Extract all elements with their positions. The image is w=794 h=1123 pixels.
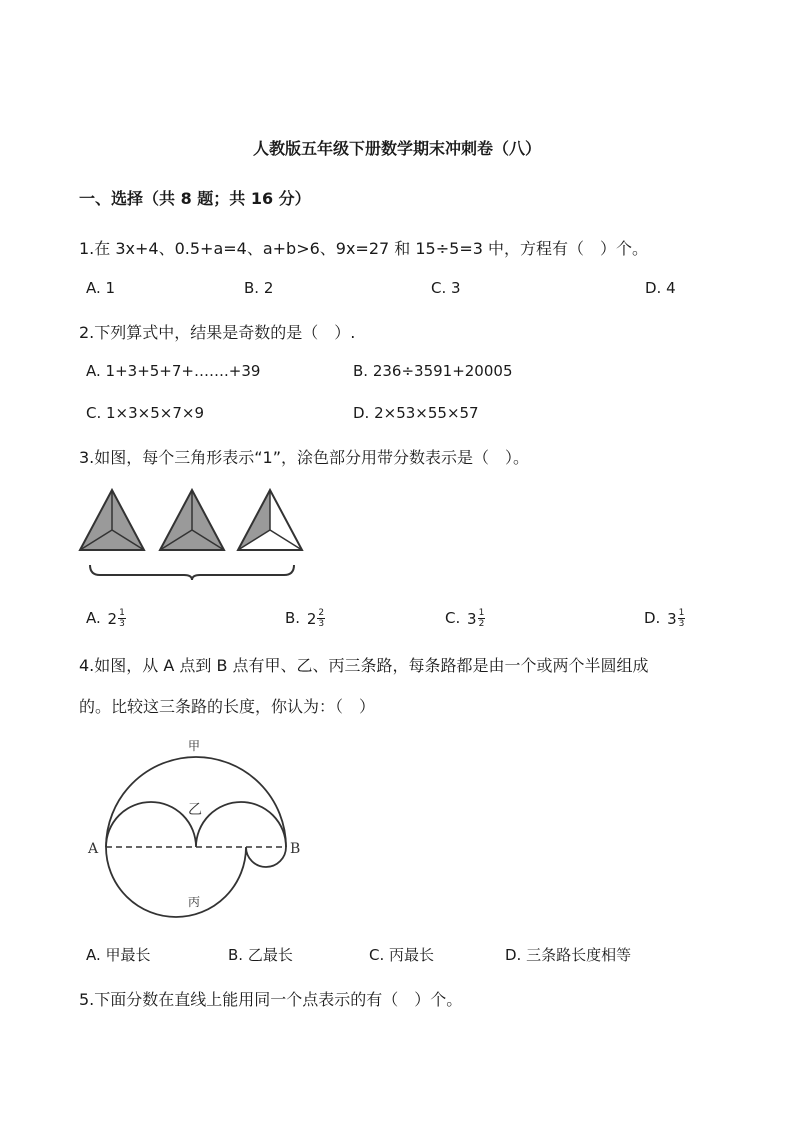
- question-2-option-c[interactable]: C. 1×3×5×7×9: [86, 404, 205, 422]
- label-b: B: [290, 841, 301, 857]
- question-2-option-a[interactable]: A. 1+3+5+7+…….+39: [86, 362, 261, 380]
- question-2-option-b[interactable]: B. 236÷3591+20005: [353, 362, 513, 380]
- question-4-text-line2: 的。比较这三条路的长度，你认为：（ ）: [79, 697, 376, 716]
- question-4-option-b[interactable]: B. 乙最长: [228, 946, 293, 964]
- question-3-option-c[interactable]: C. 3 $\frac{1}{2}$: [445, 608, 485, 629]
- question-5-text: 5.下面分数在直线上能用同一个点表示的有（ ）个。: [79, 990, 463, 1009]
- section-heading: 一、选择（共 8 题；共 16 分）: [79, 189, 311, 208]
- question-4-option-c[interactable]: C. 丙最长: [369, 946, 435, 964]
- page-title: 人教版五年级下册数学期末冲刺卷（八）: [252, 139, 541, 158]
- label-jia: 甲: [188, 739, 201, 753]
- question-4-text-line1: 4.如图，从 A 点到 B 点有甲、乙、丙三条路，每条路都是由一个或两个半圆组成: [79, 656, 649, 675]
- label-bing: 丙: [188, 895, 201, 909]
- question-1-option-b[interactable]: B. 2: [244, 279, 274, 297]
- question-1-text: 1.在 3x+4、0.5+a=4、a+b>6、9x=27 和 15÷5=3 中，方程有（ ）个。: [79, 239, 648, 258]
- triangle-3-partial: [238, 490, 302, 550]
- question-3-option-a[interactable]: A. 2 $\frac{1}{3}$: [86, 608, 125, 629]
- triangle-2-full: [160, 490, 224, 550]
- triangles-figure: [76, 486, 312, 580]
- question-3-text: 3.如图，每个三角形表示“1”，涂色部分用带分数表示是（ ）。: [79, 448, 530, 467]
- label-a: A: [88, 841, 99, 857]
- question-3-option-b[interactable]: B. 2 $\frac{2}{3}$: [285, 608, 325, 629]
- question-3-option-d[interactable]: D. 3 $\frac{1}{3}$: [644, 608, 685, 629]
- question-1-option-c[interactable]: C. 3: [431, 279, 461, 297]
- triangle-1-full: [80, 490, 144, 550]
- question-4-option-a[interactable]: A. 甲最长: [86, 946, 151, 964]
- label-yi: 乙: [188, 802, 202, 818]
- question-4-option-d[interactable]: D. 三条路长度相等: [505, 946, 632, 964]
- paths-figure: [84, 730, 314, 920]
- question-2-text: 2.下列算式中，结果是奇数的是（ ）.: [79, 323, 356, 342]
- question-1-option-d[interactable]: D. 4: [645, 279, 676, 297]
- brace: [90, 565, 294, 580]
- question-2-option-d[interactable]: D. 2×53×55×57: [353, 404, 479, 422]
- question-1-option-a[interactable]: A. 1: [86, 279, 116, 297]
